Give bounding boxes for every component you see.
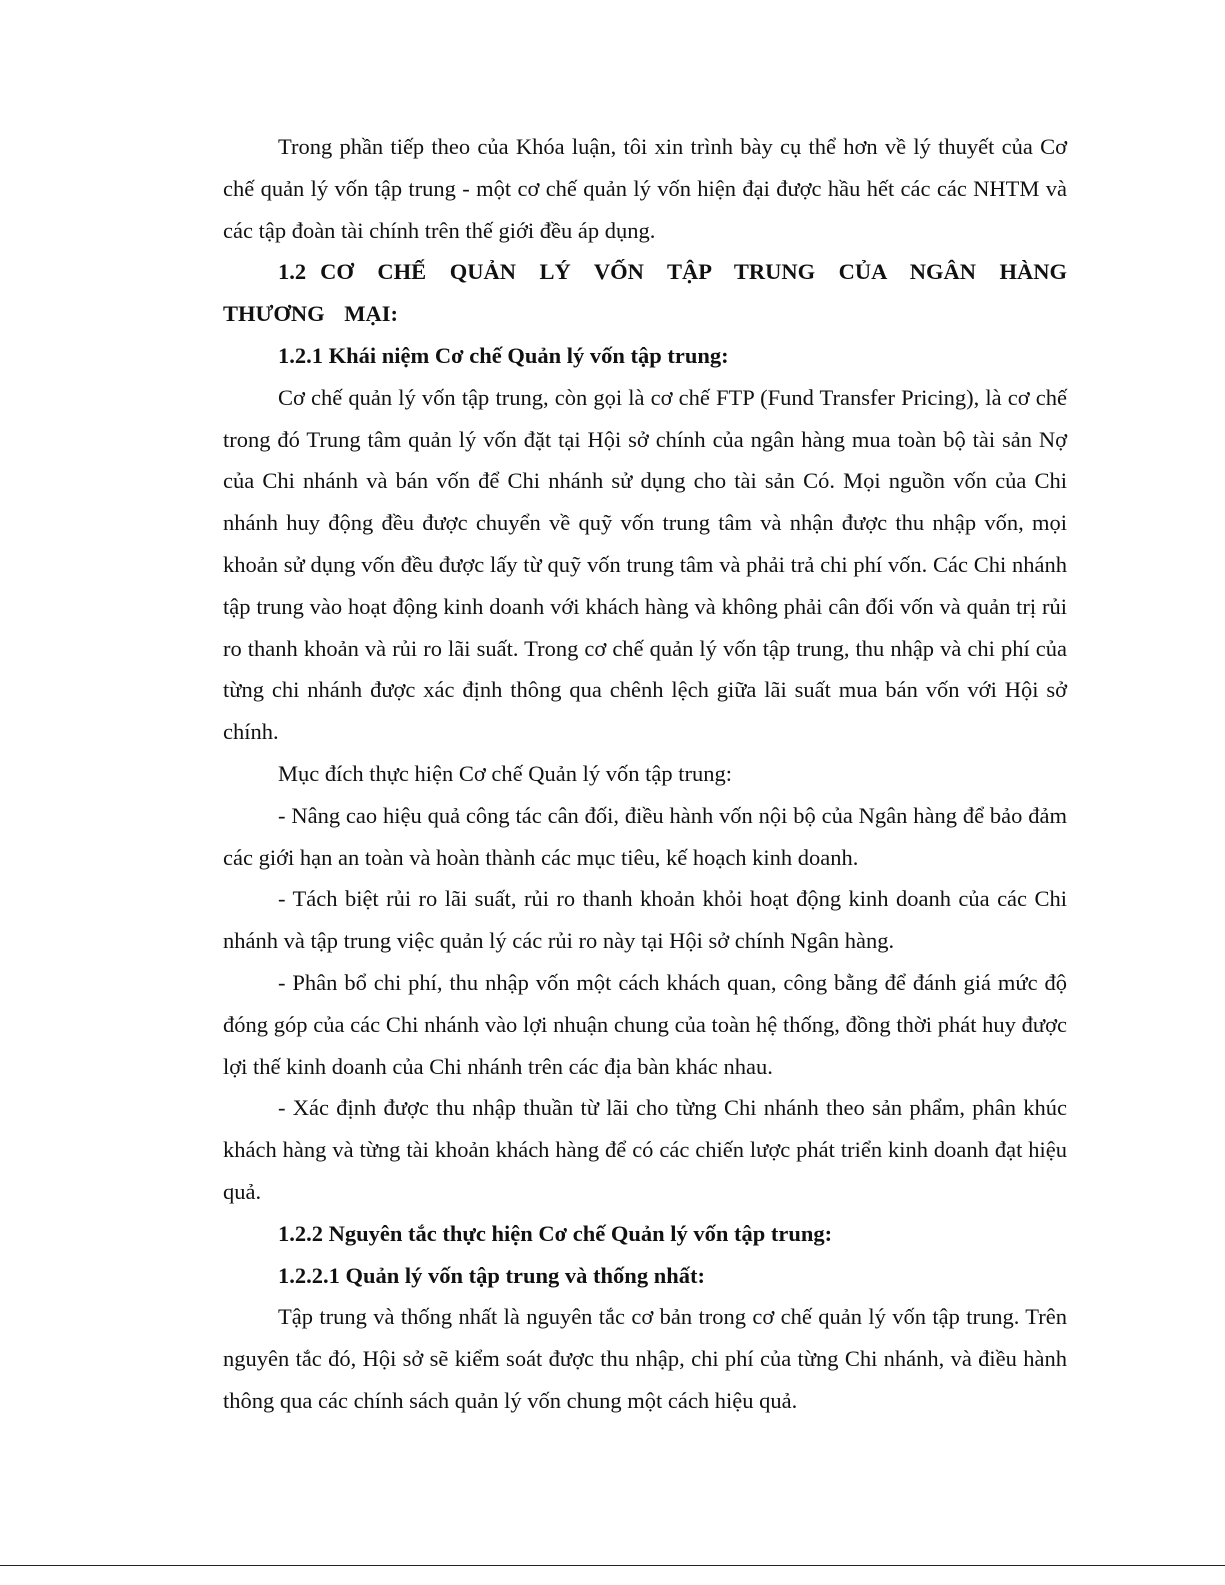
subsection-heading-1-2-2: 1.2.2 Nguyên tắc thực hiện Cơ chế Quản lý vốn tập trung: — [278, 1220, 833, 1246]
document-page — [223, 126, 1067, 1422]
section-number: 1.2 — [278, 259, 307, 285]
purpose-intro: Mục đích thực hiện Cơ chế Quản lý vốn tập trung: — [278, 760, 732, 786]
principle-paragraph: Tập trung và thống nhất là nguyên tắc cơ bản trong cơ chế quản lý vốn tập trung. Trên nguyên tắc đó, Hội sở sẽ kiểm soát được thu nhập, chi phí của từng Chi nhánh, và điều hành thông qua các chính sách quản lý vốn chung một cách hiệu quả. — [223, 1304, 1067, 1413]
section-title: CƠ CHẾ QUẢN LÝ VỐN TẬP TRUNG CỦA NGÂN HÀNG THƯƠNG MẠI: — [223, 259, 1067, 327]
purpose-item-2: - Tách biệt rủi ro lãi suất, rủi ro thanh khoản khỏi hoạt động kinh doanh của các Chi nhánh và tập trung việc quản lý các rủi ro này tại Hội sở chính Ngân hàng. — [223, 886, 1067, 954]
section-heading-1-2 — [223, 251, 1067, 335]
subsection-heading-1-2-1: 1.2.1 Khái niệm Cơ chế Quản lý vốn tập trung: — [278, 342, 729, 368]
purpose-item-4: - Xác định được thu nhập thuần từ lãi cho từng Chi nhánh theo sản phẩm, phân khúc khách hàng và từng tài khoản khách hàng để có các chiến lược phát triển kinh doanh đạt hiệu quả. — [223, 1095, 1067, 1204]
page-bottom-rule — [0, 1565, 1225, 1566]
concept-paragraph: Cơ chế quản lý vốn tập trung, còn gọi là cơ chế FTP (Fund Transfer Pricing), là cơ chế trong đó Trung tâm quản lý vốn đặt tại Hội sở chính của ngân hàng mua toàn bộ tài sản Nợ của Chi nhánh và bán vốn để Chi nhánh sử dụng cho tài sản Có. Mọi nguồn vốn của Chi nhánh huy động đều được chuyển về quỹ vốn trung tâm và nhận được thu nhập vốn, mọi khoản sử dụng vốn đều được lấy từ quỹ vốn trung tâm và phải trả chi phí vốn. Các Chi nhánh tập trung vào hoạt động kinh doanh với khách hàng và không phải cân đối vốn và quản trị rủi ro thanh khoản và rủi ro lãi suất. Trong cơ chế quản lý vốn tập trung, thu nhập và chi phí của từng chi nhánh được xác định thông qua chênh lệch giữa lãi suất mua bán vốn với Hội sở chính. — [223, 384, 1067, 745]
intro-paragraph: Trong phần tiếp theo của Khóa luận, tôi xin trình bày cụ thể hơn về lý thuyết của Cơ chế quản lý vốn tập trung - một cơ chế quản lý vốn hiện đại được hầu hết các các NHTM và các tập đoàn tài chính trên thế giới đều áp dụng. — [223, 134, 1067, 243]
purpose-item-3: - Phân bổ chi phí, thu nhập vốn một cách khách quan, công bằng để đánh giá mức độ đóng góp của các Chi nhánh vào lợi nhuận chung của toàn hệ thống, đồng thời phát huy được lợi thế kinh doanh của Chi nhánh trên các địa bàn khác nhau. — [223, 969, 1067, 1079]
subsection-heading-1-2-2-1: 1.2.2.1 Quản lý vốn tập trung và thống nhất: — [278, 1262, 705, 1288]
purpose-item-1: - Nâng cao hiệu quả công tác cân đối, điều hành vốn nội bộ của Ngân hàng để bảo đảm các giới hạn an toàn và hoàn thành các mục tiêu, kế hoạch kinh doanh. — [223, 802, 1067, 870]
